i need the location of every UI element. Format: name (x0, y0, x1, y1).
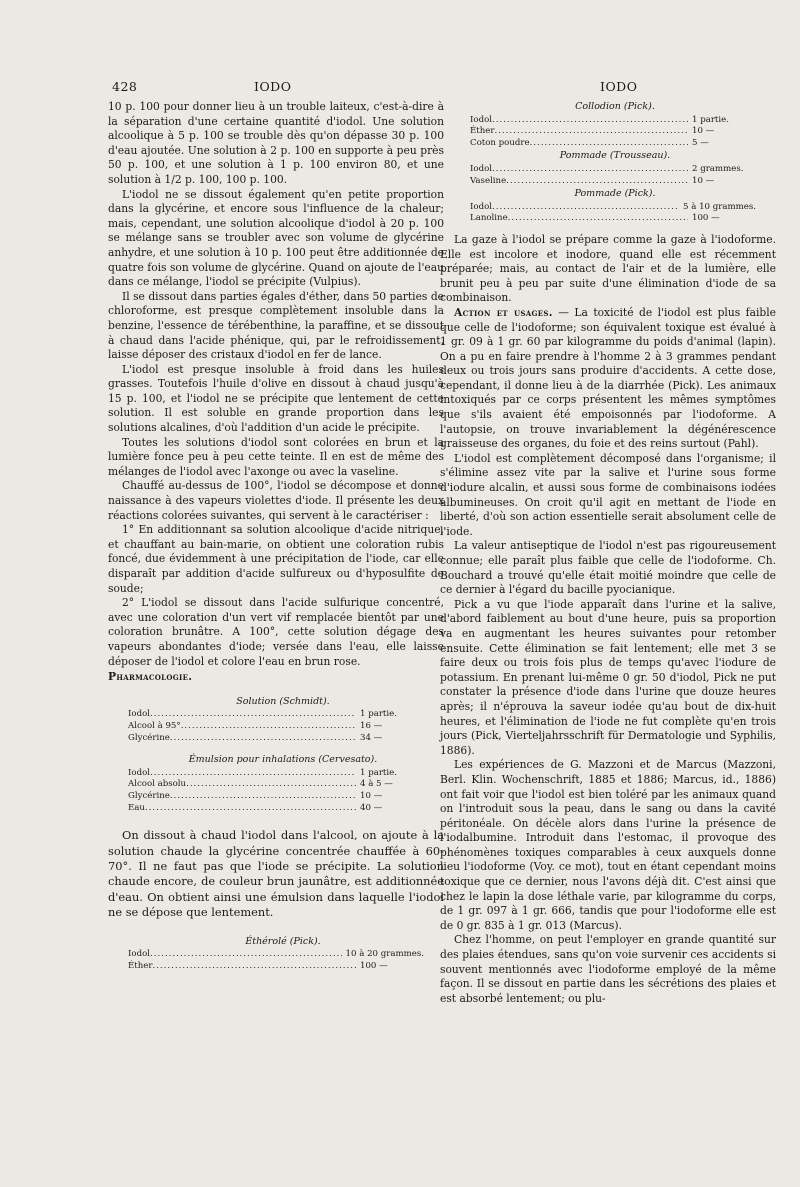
recipe-title: Solution (Schmidt). (236, 695, 330, 707)
paragraph: 10 p. 100 pour donner lieu à un trouble laiteux, c'est-à-dire à la séparation d'une certaine quantité d'iodol. Une solution alcoolique à 5 p. 100 se trouble dès qu'on dépasse 30 p. 100 d'eau ajoutée. Une solution à 2 p. 100 en supporte à peu près 50 p. 100, et une solution à 1 p. 100 environ 80, et une solution à 1/2 p. 100, 100 p. 100. (108, 100, 444, 186)
paragraph: L'iodol ne se dissout également qu'en petite proportion dans la glycérine, et encore sous l'influence de la chaleur; mais, cependant, une solution alcoolique d'iodol à 20 p. 100 se mélange sans se troubler avec son volume de glycérine anhydre, et une solution à 10 p. 100 peut être additionnée de quatre fois son volume de glycérine. Quand on ajoute de l'eau dans ce mélange, l'iodol se précipite (Vulpius). (108, 187, 444, 289)
paragraph: Toutes les solutions d'iodol sont colorées en brun et la lumière fonce peu à peu cette teinte. Il en est de même des mélanges de l'iodol avec l'axonge ou avec la vaseline. (108, 435, 444, 478)
right-column (440, 100, 776, 1006)
paragraph: Il se dissout dans parties égales d'éther, dans 50 parties de chloroforme, est presque complètement insoluble dans la benzine, l'essence de térébenthine, la paraffine, et se dissout à chaud dans l'acide phénique, qui, par le refroidissement, laisse déposer des cristaux d'iodol en fer de lance. (108, 289, 444, 362)
recipe-etherole (108, 949, 444, 972)
paragraph: 1° En additionnant sa solution alcoolique d'acide nitrique, et chauffant au bain-marie, on obtient une coloration rubis foncé, due évidemment à une précipitation de l'iode, car elle disparaît par addition d'acide sulfureux ou d'hyposulfite de soude; (108, 523, 444, 595)
paragraph: Chauffé au-dessus de 100°, l'iodol se décompose et donne naissance à des vapeurs violettes d'iode. Il présente les deux réactions colorées suivantes, qui servent à le caractériser : (108, 479, 444, 522)
paragraph: Chez l'homme, on peut l'employer en grande quantité sur des plaies étendues, sans qu'on voie survenir ces accidents si souvent mentionnés avec l'iodoforme employé de la même façon. Il se dissout en partie dans les sécrétions des plaies et est absorbé lentement; ou plu- (440, 933, 776, 1005)
running-head-right: IODO (600, 79, 638, 94)
recipe-title: Pommade (Trousseau). (559, 150, 671, 162)
recipe-solution (108, 709, 444, 744)
recipe-row: Coton poudre ..... 5 — (470, 138, 756, 150)
section-heading: Pharmacologie. (108, 670, 193, 684)
paragraph: On dissout à chaud l'iodol dans l'alcool, on ajoute à la solution chaude la glycérine concentrée chauffée à 60-70°. Il ne faut pas que l'iode se précipite. La solution chaude encore, de couleur brun jaunâtre, est additionnée d'eau. On obtient ainsi une émulsion dans laquelle l'iodol ne se dépose que lentement. (108, 828, 444, 920)
page-number: 428 (112, 79, 138, 94)
recipe-collodion (440, 115, 776, 150)
recipe-row: Glycérine ..... 34 — (128, 733, 424, 745)
recipe-row: Iodol ..... 5 à 10 grammes. (470, 202, 756, 214)
recipe-row: Iodol ..... 2 grammes. (470, 164, 756, 176)
running-head-left: IODO (254, 79, 292, 94)
recipe-pommade-trousseau (440, 164, 776, 187)
recipe-row: Eau ..... 40 — (128, 803, 424, 815)
paragraph: L'iodol est complètement décomposé dans l'organisme; il s'élimine assez vite par la salive et l'urine sous forme d'iodure alcalin, et aussi sous forme de combinaisons iodées albumineuses. On croit qu'il agit en mettant de l'iode en liberté, d'où son action essentielle serait absolument celle de l'iode. (440, 451, 776, 538)
recipe-row: Iodol ..... 1 partie. (470, 115, 756, 127)
paragraph: 2° L'iodol se dissout dans l'acide sulfurique concentré, avec une coloration d'un vert vif remplacée bientôt par une coloration brunâtre. A 100°, cette solution dégage des vapeurs abondantes d'iode; versée dans l'eau, elle laisse déposer de l'iodol et colore l'eau en brun rose. (108, 596, 444, 668)
recipe-row: Lanoline ..... 100 — (470, 213, 756, 225)
recipe-row: Iodol ..... 10 à 20 grammes. (128, 949, 424, 961)
recipe-row: Alcool à 95° ..... 16 — (128, 721, 424, 733)
recipe-row: Éther ..... 100 — (128, 961, 424, 973)
recipe-title: Éthérolé (Pick). (245, 935, 321, 947)
paragraph: La gaze à l'iodol se prépare comme la gaze à l'iodoforme. Elle est incolore et inodore, quand elle est récemment préparée; mais, au contact de l'air et de la lumière, elle brunit peu à peu par suite d'une élimination d'iode de sa combinaison. (440, 232, 776, 305)
recipe-title: Collodion (Pick). (575, 101, 655, 112)
paragraph: Pick a vu que l'iode apparaît dans l'urine et la salive, d'abord faiblement au bout d'une heure, puis sa proportion va en augmentant les heures suivantes pour retomber ensuite. Cette élimination se fait lentement; elle met 3 se faire deux ou trois fois plus de temps qu'avec l'iodure de potassium. En prenant lui-même 0 gr. 50 d'iodol, Pick ne put constater la présence d'iode dans l'urine que douze heures après; il n'éprouva la saveur iodée qu'au bout de dix-huit heures, et l'élimination de l'iode ne fut complète qu'en trois jours (Pick, Vierteljahrsschrift für Dermatologie und Syphilis, 1886). (440, 597, 776, 757)
paragraph: La valeur antiseptique de l'iodol n'est pas rigoureusement connue; elle paraît plus faible que celle de l'iodoforme. Ch. Bouchard a trouvé qu'elle était moitié moindre que celle de ce dernier à l'égard du bacille pyocianique. (440, 539, 776, 597)
paragraph-text: — La toxicité de l'iodol est plus faible que celle de l'iodoforme; son équivalent toxique est évalué à 1 gr. 09 à 1 gr. 60 par kilogramme du poids d'animal (lapin). On a pu en faire prendre à l'homme 2 à 3 grammes pendant deux ou trois jours sans produire d'accidents. A cette dose, cependant, il donne lieu à de la diarrhée (Pick). Les animaux intoxiqués par ce corps présentent les mêmes symptômes que s'ils avaient été empoisonnés par l'iodoforme. A l'autopsie, on trouve invariablement la dégénérescence graisseuse des organes, du foie et des reins surtout (Pahl). (440, 305, 777, 451)
recipe-pommade-pick (440, 202, 776, 225)
paragraph: Les expériences de G. Mazzoni et de Marcus (Mazzoni, Berl. Klin. Wochenschrift, 1885 et 1886; Marcus, id., 1886) ont fait voir que l'iodol est bien toléré par les animaux quand on l'introduit sous la peau, dans le sang ou dans la cavité péritonéale. On décèle alors dans l'urine la présence de l'iodalbumine. Introduit dans l'estomac, il provoque des phénomènes toxiques comparables à ceux auxquels donne lieu l'iodoforme (Voy. ce mot), tout en étant cependant moins toxique que ce dernier, nous l'avons déjà dit. C'est ainsi que chez le lapin la dose léthale varie, par kilogramme du corps, de 1 gr. 097 à 1 gr. 666, tandis que pour l'iodoforme elle est de 0 gr. 835 à 1 gr. 013 (Marcus). (440, 758, 776, 932)
recipe-emulsion (108, 768, 444, 814)
section-heading: Action et usages. (454, 305, 553, 319)
recipe-title: Pommade (Pick). (574, 188, 656, 200)
recipe-row: Éther ..... 10 — (470, 126, 756, 138)
recipe-row: Vaseline ..... 10 — (470, 176, 756, 188)
recipe-row: Iodol ..... 1 partie. (128, 768, 424, 780)
recipe-row: Glycérine ..... 10 — (128, 791, 424, 803)
paragraph: L'iodol est presque insoluble à froid dans les huiles grasses. Toutefois l'huile d'olive en dissout à chaud jusqu'à 15 p. 100, et l'iodol ne se précipite que lentement de cette solution. Il est soluble en grande proportion dans les solutions alcalines, d'où l'addition d'un acide le précipite. (108, 362, 444, 435)
recipe-row: Iodol ..... 1 partie. (128, 709, 424, 721)
left-column (108, 100, 444, 972)
recipe-title: Émulsion pour inhalations (Cervesato). (188, 754, 378, 766)
recipe-row: Alcool absolu ..... 4 à 5 — (128, 779, 424, 791)
